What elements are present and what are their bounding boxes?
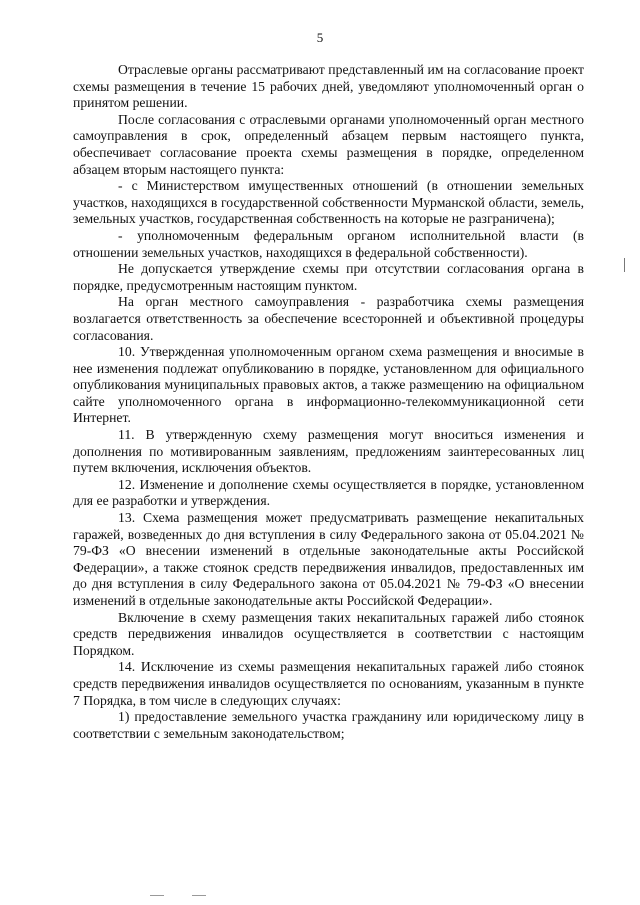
paragraph: 12. Изменение и дополнение схемы осуществляется в порядке, установленном для ее разработки и утверждения. [73, 476, 584, 509]
paragraph: - с Министерством имущественных отношений (в отношении земельных участков, находящихся в государственной собственности Мурманской области, земель, земельных участков, государственная собственность на которые не разграничена); [73, 178, 584, 227]
scan-mark [192, 895, 206, 896]
paragraph: На орган местного самоуправления - разработчика схемы размещения возлагается ответственность за обеспечение всесторонней и объективной процедуры согласования. [73, 294, 584, 343]
paragraph: Включение в схему размещения таких некапитальных гаражей либо стоянок средств передвижения инвалидов осуществляется в соответствии с настоящим Порядком. [73, 609, 584, 658]
scan-bottom-marks [0, 893, 640, 899]
paragraph: 14. Исключение из схемы размещения некапитальных гаражей либо стоянок средств передвижения инвалидов осуществляется по основаниям, указанным в пункте 7 Порядка, в том числе в следующих случаях: [73, 659, 584, 708]
paragraph: - уполномоченным федеральным органом исполнительной власти (в отношении земельных участков, находящихся в федеральной собственности). [73, 227, 584, 260]
paragraph: После согласования с отраслевыми органами уполномоченный орган местного самоуправления в срок, определенный абзацем первым настоящего пункта, обеспечивает согласование проекта схемы размещения в порядке, определенном абзацем вторым настоящего пункта: [73, 111, 584, 177]
paragraph: 13. Схема размещения может предусматривать размещение некапитальных гаражей, возведенных до дня вступления в силу Федерального закона от 05.04.2021 № 79-ФЗ «О внесении изменений в отдельные законодательные акты Российской Федерации», а также стоянок средств передвижения инвалидов, предоставленных им до дня вступления в силу Федерального закона от 05.04.2021 № 79-ФЗ «О внесении изменений в отдельные законодательные акты Российской Федерации». [73, 510, 584, 608]
document-body [73, 62, 584, 742]
scan-mark [150, 895, 164, 896]
paragraph: 10. Утвержденная уполномоченным органом схема размещения и вносимые в нее изменения подлежат опубликованию в порядке, установленном для официального опубликования муниципальных правовых актов, а также размещению на официальном сайте уполномоченного органа в информационно-телекоммуникационной сети Интернет. [73, 344, 584, 426]
scan-edge-mark [624, 258, 625, 272]
paragraph: Отраслевые органы рассматривают представленный им на согласование проект схемы размещения в течение 15 рабочих дней, уведомляют уполномоченный орган о принятом решении. [73, 62, 584, 111]
paragraph: 1) предоставление земельного участка гражданину или юридическому лицу в соответствии с земельным законодательством; [73, 709, 584, 741]
paragraph: 11. В утвержденную схему размещения могут вноситься изменения и дополнения по мотивированным заявлениям, предложениям заинтересованных лиц путем включения, исключения объектов. [73, 427, 584, 476]
paragraph: Не допускается утверждение схемы при отсутствии согласования органа в порядке, предусмотренным настоящим пунктом. [73, 261, 584, 293]
page-number: 5 [316, 30, 324, 45]
